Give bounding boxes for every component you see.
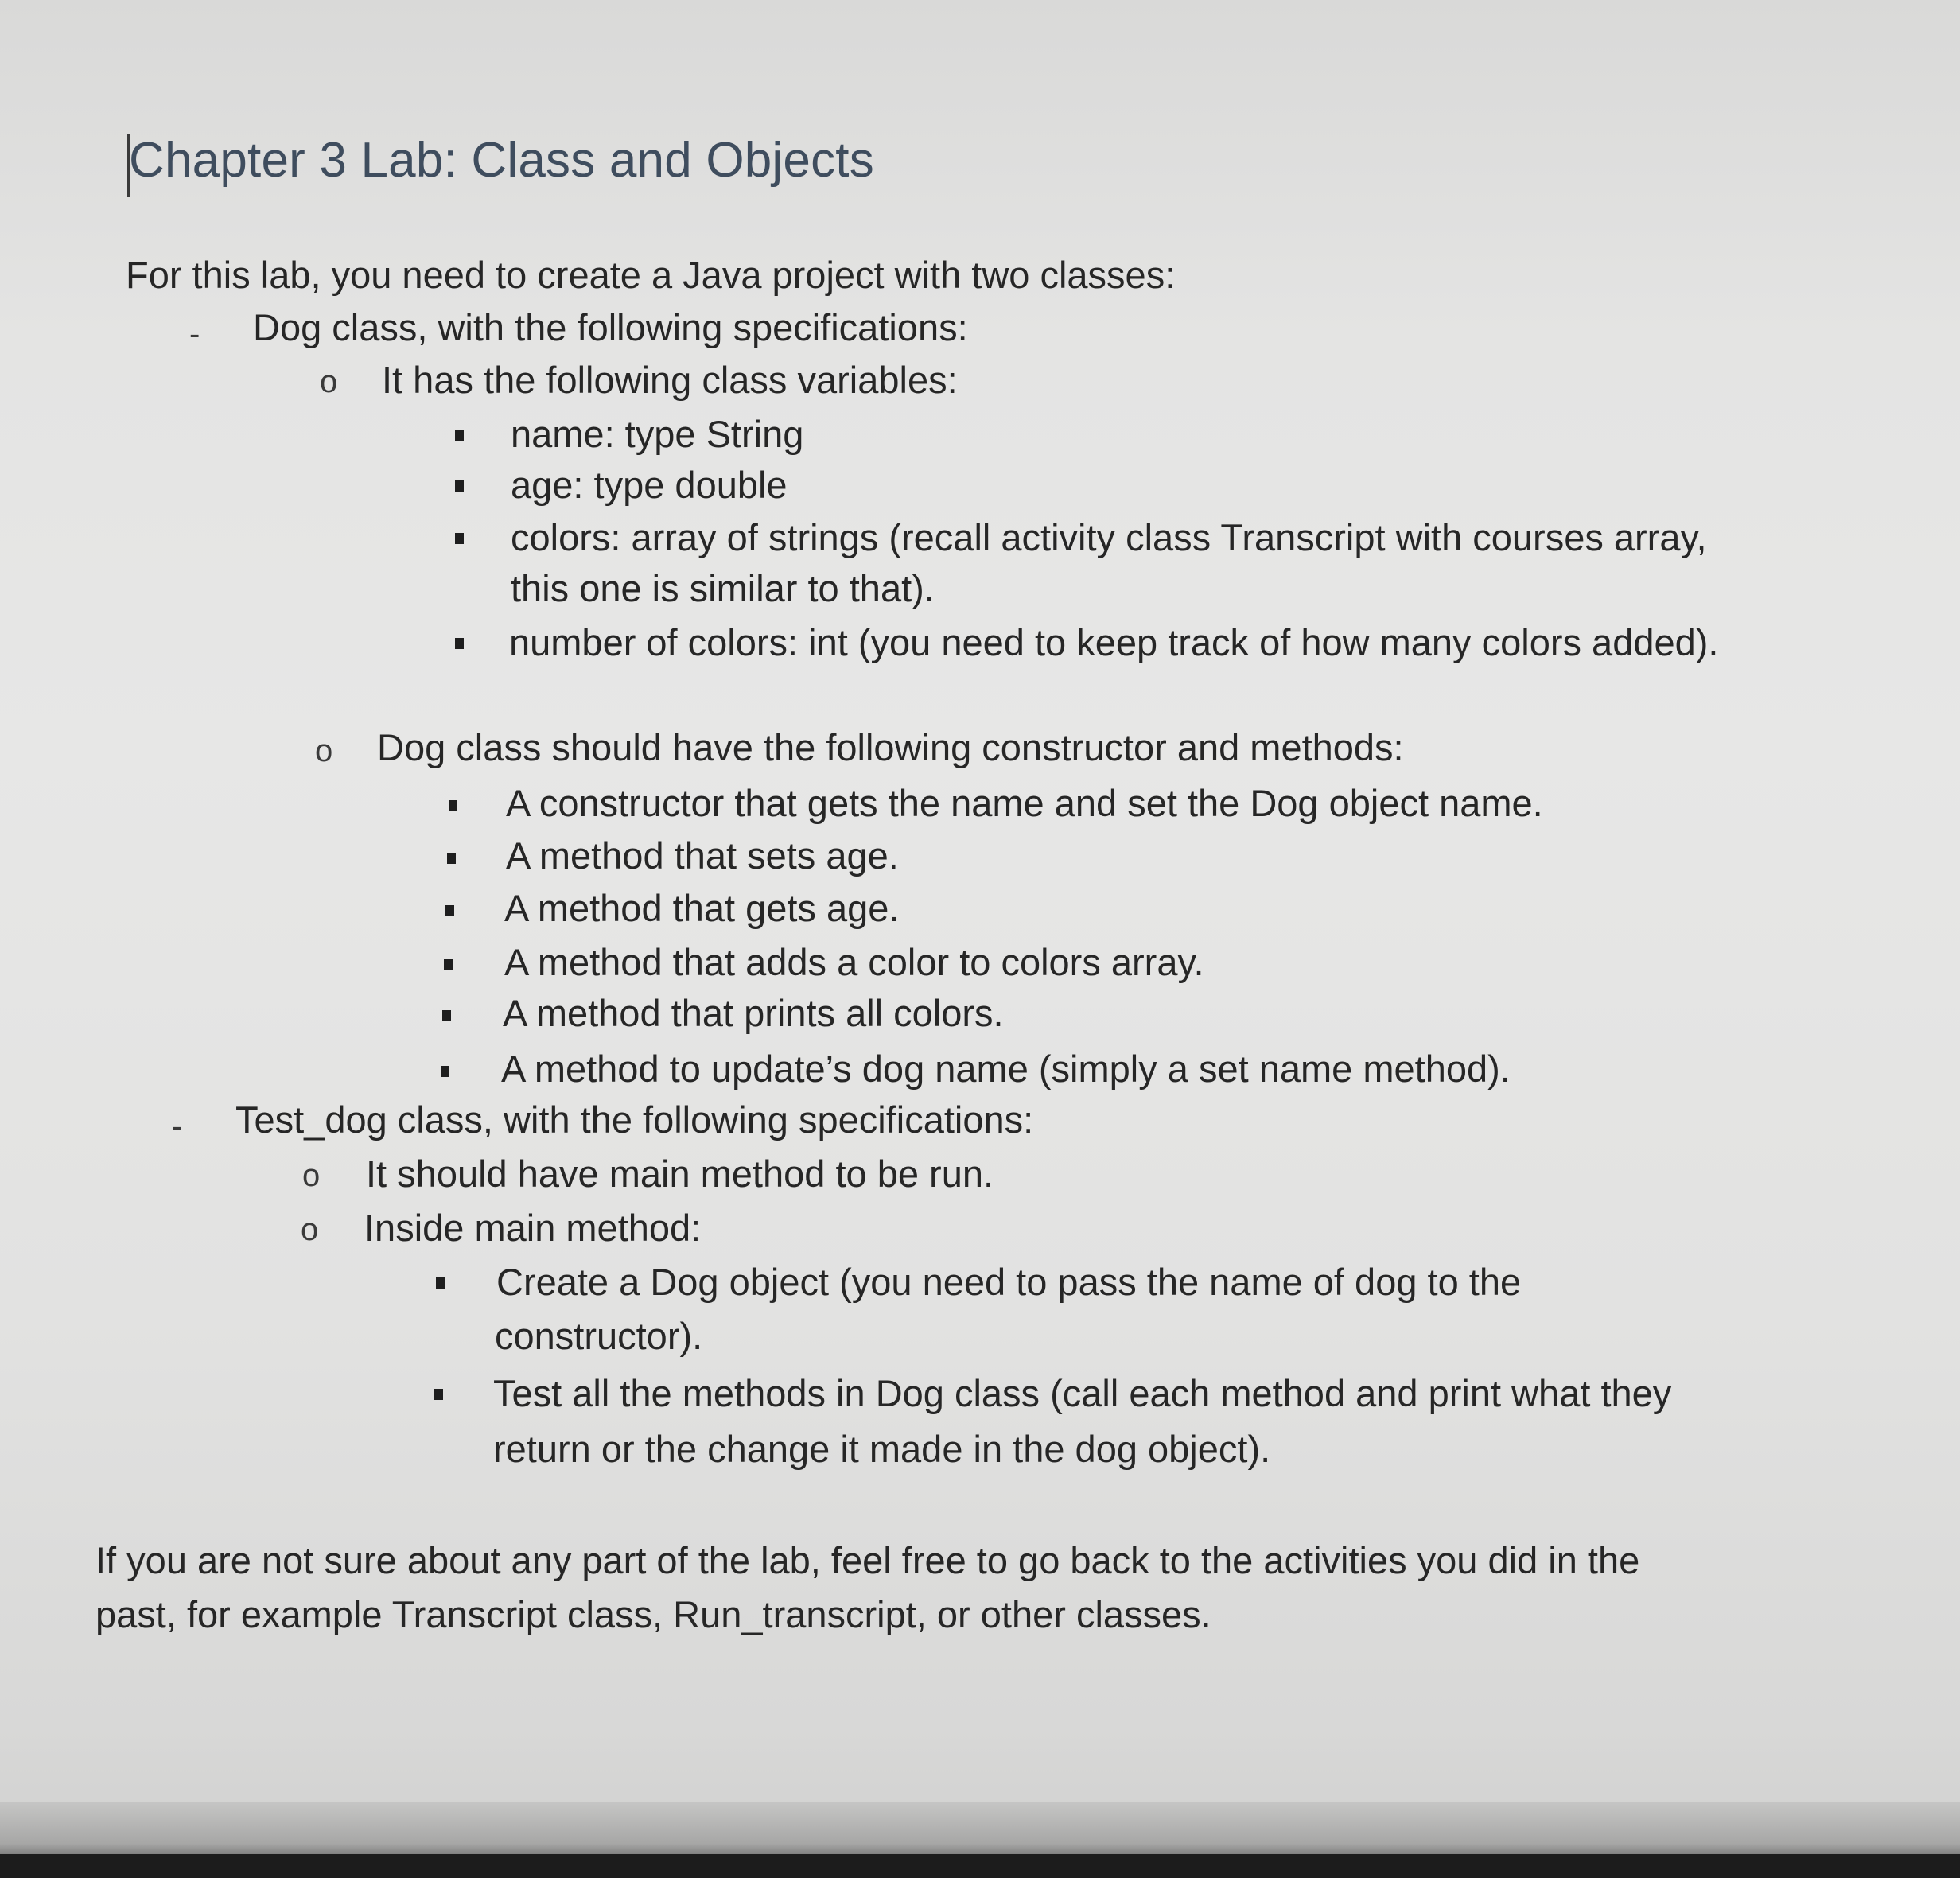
main-item-continuation: return or the change it made in the dog object). (493, 1428, 1271, 1470)
square-bullet (455, 638, 464, 649)
variables-heading: It has the following class variables: (382, 359, 958, 401)
test-item: Inside main method: (364, 1207, 702, 1249)
test-class-heading: Test_dog class, with the following specifications: (235, 1098, 1034, 1141)
method-item: A method that sets age. (506, 834, 899, 877)
main-item-continuation: constructor). (495, 1315, 703, 1357)
methods-heading: Dog class should have the following constructor and methods: (377, 726, 1404, 768)
square-bullet (455, 533, 464, 544)
method-item: A method that adds a color to colors array. (504, 941, 1204, 983)
square-bullet (441, 1066, 449, 1077)
method-item: A method that prints all colors. (503, 992, 1004, 1034)
square-bullet (445, 905, 454, 916)
square-bullet (449, 800, 457, 811)
square-bullet (444, 959, 453, 970)
circle-marker: o (302, 1158, 321, 1193)
monitor-frame (0, 1854, 1960, 1878)
square-bullet (455, 430, 464, 441)
method-item: A constructor that gets the name and set the Dog object name. (506, 782, 1543, 824)
dash-marker: - (189, 317, 200, 352)
dash-marker: - (172, 1109, 183, 1144)
square-bullet (447, 853, 456, 864)
square-bullet (455, 480, 464, 492)
test-item: It should have main method to be run. (366, 1153, 994, 1195)
square-bullet (442, 1010, 451, 1021)
variable-item-continuation: this one is similar to that). (511, 567, 935, 609)
dog-class-heading: Dog class, with the following specifications: (253, 306, 968, 348)
circle-marker: o (315, 733, 333, 768)
method-item: A method that gets age. (504, 887, 900, 929)
intro-text: For this lab, you need to create a Java project with two classes: (126, 254, 1176, 296)
variable-item: colors: array of strings (recall activity class Transcript with courses array, (511, 516, 1707, 558)
closing-text: past, for example Transcript class, Run_transcript, or other classes. (95, 1593, 1211, 1635)
main-item: Test all the methods in Dog class (call each method and print what they (493, 1372, 1672, 1414)
variable-item: number of colors: int (you need to keep track of how many colors added). (509, 621, 1719, 663)
main-item: Create a Dog object (you need to pass the name of dog to the (496, 1261, 1522, 1303)
circle-marker: o (320, 364, 338, 399)
square-bullet (436, 1277, 445, 1289)
closing-text: If you are not sure about any part of the lab, feel free to go back to the activities you did in the (95, 1539, 1640, 1581)
method-item: A method to update’s dog name (simply a set name method). (501, 1048, 1511, 1090)
variable-item: name: type String (511, 413, 804, 455)
page-title: Chapter 3 Lab: Class and Objects (129, 133, 874, 188)
variable-item: age: type double (511, 464, 788, 506)
square-bullet (434, 1389, 443, 1400)
circle-marker: o (301, 1212, 319, 1247)
